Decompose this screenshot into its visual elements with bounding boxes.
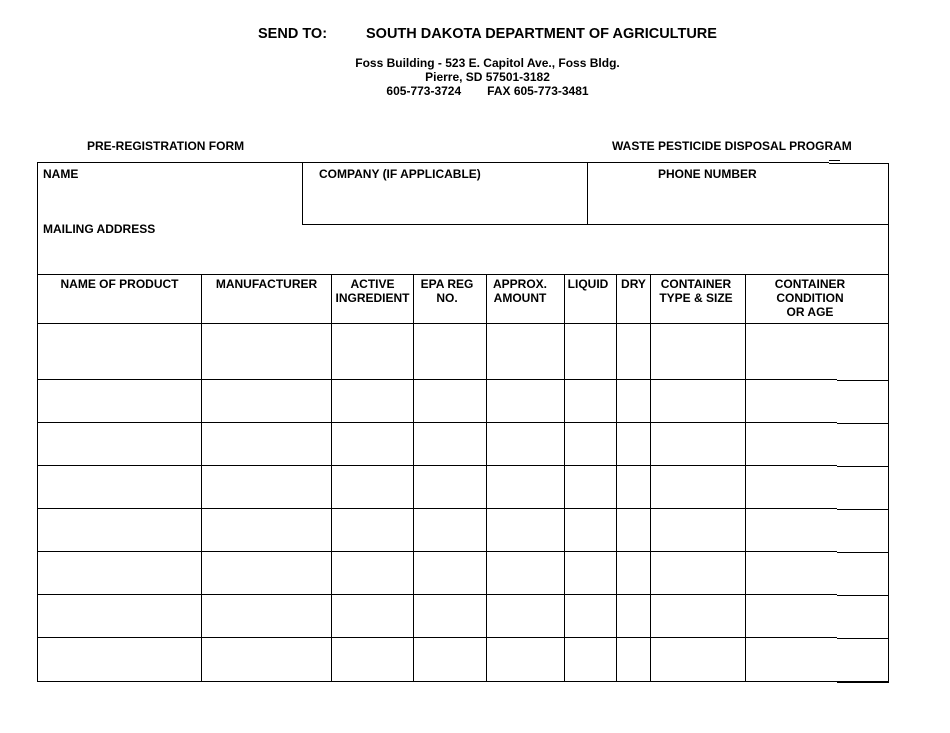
table-row[interactable] [38,380,888,422]
company-field-label[interactable]: COMPANY (IF APPLICABLE) [319,167,481,181]
col-container-condition: CONTAINER CONDITION OR AGE [774,277,846,319]
fax-number: FAX 605-773-3481 [487,84,589,98]
phone-number: 605-773-3724 [386,84,462,98]
department-name: SOUTH DAKOTA DEPARTMENT OF AGRICULTURE [366,26,717,42]
col-epa-reg-no: EPA REG NO. [420,277,474,305]
name-field-label[interactable]: NAME [43,167,79,181]
program-title: WASTE PESTICIDE DISPOSAL PROGRAM [612,139,852,153]
address-line-2: Pierre, SD 57501-3182 [425,70,550,84]
col-liquid: LIQUID [567,277,609,291]
table-row[interactable] [38,324,888,379]
col-container-type-size: CONTAINER TYPE & SIZE [659,277,733,305]
form-title: PRE-REGISTRATION FORM [87,139,245,153]
col-name-of-product: NAME OF PRODUCT [60,277,179,291]
table-row[interactable] [38,552,888,594]
col-dry: DRY [621,277,646,291]
mailing-address-field-label[interactable]: MAILING ADDRESS [43,222,156,236]
address-line-1: Foss Building - 523 E. Capitol Ave., Foss Bldg. [355,56,620,70]
table-row[interactable] [38,595,888,637]
table-row[interactable] [38,466,888,508]
col-approx-amount: APPROX. AMOUNT [492,277,547,305]
send-to-label: SEND TO: [258,26,328,42]
col-active-ingredient: ACTIVE INGREDIENT [335,277,410,305]
phone-field-label[interactable]: PHONE NUMBER [658,167,757,181]
table-row[interactable] [38,423,888,465]
contact-line [0,84,950,98]
table-row[interactable] [38,509,888,551]
col-manufacturer: MANUFACTURER [215,277,318,291]
table-row[interactable] [38,638,888,681]
